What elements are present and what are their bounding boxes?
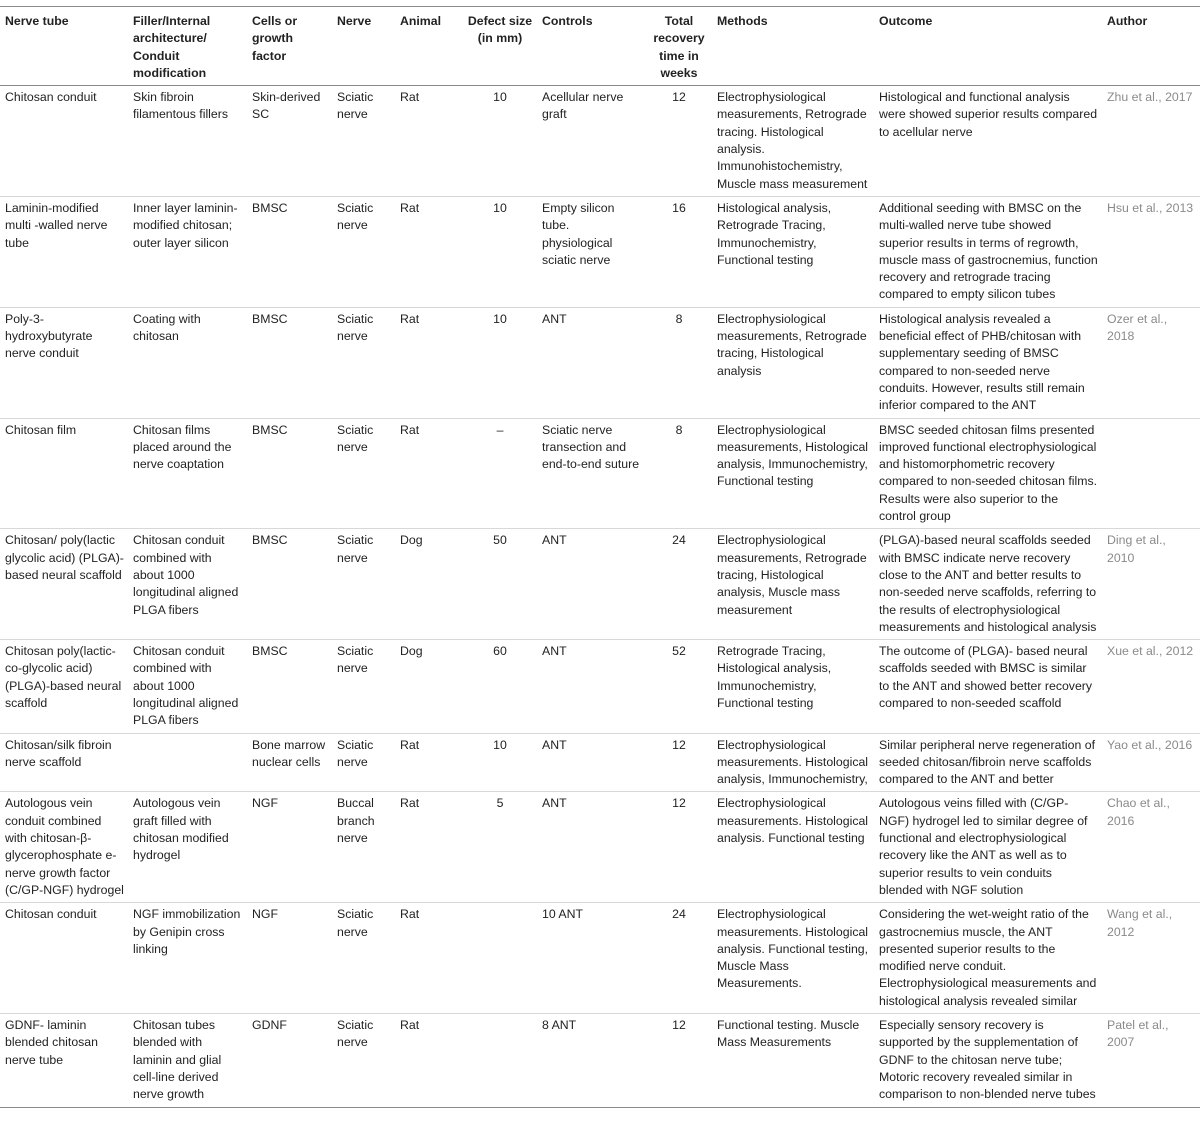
cell-animal: Rat [400, 907, 420, 922]
cell-filler: Chitosan tubes blended with laminin and glial cell-line derived nerve growth [133, 1018, 222, 1102]
header-filler: Filler/Internal architecture/ Conduit modification [133, 14, 211, 80]
header-animal: Animal [400, 14, 441, 28]
cell-nerve: Sciatic nerve [337, 533, 374, 565]
header-controls: Controls [542, 14, 593, 28]
cell-recovery-time: 24 [672, 533, 686, 548]
cell-recovery-time: 12 [672, 1018, 686, 1033]
table-row [0, 640, 1200, 733]
table-row [0, 903, 1200, 1014]
cell-filler [128, 733, 247, 792]
cell-recovery-time: 12 [672, 90, 686, 105]
cell-defect-size: 5 [496, 796, 504, 811]
cell-outcome: Histological analysis revealed a beneficial effect of PHB/chitosan with supplementary seeding of BMSC compared to non-seeded nerve conduits. However, results still remain inferior compared to the ANT [879, 311, 1085, 413]
cell-methods: Retrograde Tracing, Histological analysis, Immunochemistry, Functional testing [717, 644, 832, 710]
cell-controls: ANT [542, 311, 567, 326]
cell-methods: Functional testing. Muscle Mass Measurements [717, 1018, 860, 1050]
cell-outcome: Autologous veins filled with (C/GP-NGF) hydrogel led to similar degree of functional and electrophysiological recovery like the ANT as well as to superior results to vein conduits blended with NGF solution [879, 796, 1088, 897]
header-nerve: Nerve [337, 14, 372, 28]
table-row [0, 196, 1200, 307]
cell-methods: Electrophysiological measurements, Retrograde tracing. Histological analysis. Immunohistochemistry, Muscle mass measurement [717, 90, 868, 191]
cell-animal: Rat [400, 737, 420, 752]
header-defect-size: Defect size (in mm) [467, 14, 533, 46]
cell-animal: Rat [400, 796, 420, 811]
cell-recovery-time: 12 [672, 737, 686, 752]
cell-methods: Electrophysiological measurements. Histological analysis, Immunochemistry, [717, 737, 869, 787]
cell-controls: Sciatic nerve transection and end-to-end suture [542, 422, 640, 472]
cell-cells: NGF [252, 907, 278, 922]
cell-nerve-tube: Autologous vein conduit combined with chitosan-β-glycerophosphate e-nerve growth factor (C/GP-NGF) hydrogel [5, 796, 124, 897]
cell-nerve: Sciatic nerve [337, 311, 374, 344]
table-row [0, 792, 1200, 903]
cell-defect-size: 10 [493, 90, 507, 105]
cell-author: Hsu et al., 2013 [1107, 200, 1194, 215]
cell-nerve-tube: Laminin-modified multi -walled nerve tube [5, 200, 108, 250]
header-outcome: Outcome [879, 14, 933, 28]
header-cells: Cells or growth factor [252, 14, 298, 63]
cell-animal: Rat [400, 422, 420, 437]
cell-methods: Electrophysiological measurements. Histological analysis. Functional testing [717, 796, 869, 846]
cell-outcome: Histological and functional analysis were showed superior results compared to acellular nerve [879, 90, 1098, 139]
cell-author: Yao et al., 2016 [1107, 737, 1193, 752]
cell-animal: Rat [400, 311, 420, 326]
cell-outcome: The outcome of (PLGA)- based neural scaffolds seeded with BMSC is similar to the ANT and showed better recovery compared to non-seeded scaffold [879, 644, 1093, 710]
cell-controls: ANT [542, 644, 567, 659]
cell-outcome: Additional seeding with BMSC on the multi-walled nerve tube showed superior results in terms of regrowth, muscle mass of gastrocnemius, function recovery and retrograde tracing compared to empty silicon tubes [879, 200, 1098, 302]
cell-cells: Bone marrow nuclear cells [252, 737, 326, 769]
cell-filler: Chitosan conduit combined with about 1000 longitudinal aligned PLGA fibers [133, 533, 239, 617]
cell-cells: GDNF [252, 1018, 287, 1033]
header-author: Author [1107, 14, 1148, 28]
cell-nerve: Sciatic nerve [337, 644, 374, 676]
cell-nerve: Sciatic nerve [337, 422, 374, 454]
cell-recovery-time: 12 [672, 796, 686, 811]
cell-nerve: Sciatic nerve [337, 907, 374, 939]
cell-filler: Coating with chitosan [133, 311, 201, 344]
cell-author [1102, 418, 1200, 529]
cell-defect-size [462, 1014, 537, 1107]
cell-filler: Inner layer laminin-modified chitosan; outer layer silicon [133, 200, 238, 250]
cell-animal: Rat [400, 200, 420, 215]
cell-recovery-time: 8 [675, 422, 683, 437]
cell-nerve-tube: Chitosan conduit [5, 90, 97, 105]
cell-defect-size: 10 [493, 311, 507, 326]
table-body [0, 86, 1200, 1107]
cell-defect-size: 10 [493, 200, 507, 215]
study-table [0, 6, 1200, 1108]
cell-defect-size: 50 [493, 533, 507, 548]
cell-outcome: BMSC seeded chitosan films presented improved functional electrophysiological and histomorphometric recovery compared to non-seeded chitosan films. Results were also superior to the control group [879, 422, 1098, 524]
cell-author: Ding et al., 2010 [1107, 533, 1166, 565]
cell-controls: 10 ANT [542, 907, 584, 922]
cell-methods: Electrophysiological measurements. Histological analysis. Functional testing, Muscle Mass Measurements. [717, 907, 869, 991]
cell-nerve-tube: Poly-3-hydroxybutyrate nerve conduit [5, 311, 93, 361]
cell-author: Wang et al., 2012 [1107, 907, 1173, 939]
cell-nerve-tube: Chitosan/silk fibroin nerve scaffold [5, 737, 112, 769]
cell-methods: Histological analysis, Retrograde Tracing, Immunochemistry, Functional testing [717, 200, 832, 267]
header-methods: Methods [717, 14, 768, 28]
cell-cells: Skin-derived SC [252, 90, 321, 122]
cell-nerve-tube: GDNF- laminin blended chitosan nerve tube [5, 1018, 98, 1067]
cell-nerve: Sciatic nerve [337, 200, 374, 233]
cell-nerve-tube: Chitosan conduit [5, 907, 97, 922]
cell-outcome: Similar peripheral nerve regeneration of seeded chitosan/fibroin nerve scaffolds compared to the ANT and better [879, 737, 1095, 787]
cell-methods: Electrophysiological measurements, Retrograde tracing, Histological analysis [717, 311, 867, 378]
table-row [0, 418, 1200, 529]
cell-outcome: (PLGA)-based neural scaffolds seeded with BMSC indicate nerve recovery close to the ANT and better results to non-seeded nerve scaffolds, referring to the results of electrophysiological measurements and histological analysis [879, 533, 1097, 634]
cell-nerve: Buccal branch nerve [337, 796, 375, 846]
cell-cells: BMSC [252, 644, 288, 659]
cell-animal: Rat [400, 1018, 420, 1033]
cell-animal: Rat [400, 90, 420, 105]
cell-cells: BMSC [252, 422, 288, 437]
header-nerve-tube: Nerve tube [5, 14, 69, 28]
cell-filler: Chitosan conduit combined with about 1000 longitudinal aligned PLGA fibers [133, 644, 239, 728]
cell-nerve: Sciatic nerve [337, 737, 374, 769]
cell-cells: NGF [252, 796, 278, 811]
cell-controls: Empty silicon tube. physiological sciatic nerve [542, 200, 615, 267]
cell-methods: Electrophysiological measurements, Histological analysis, Immunochemistry, Functional testing [717, 422, 869, 489]
cell-defect-size: 60 [493, 644, 507, 659]
cell-controls: ANT [542, 533, 567, 548]
cell-controls: Acellular nerve graft [542, 90, 624, 122]
cell-controls: ANT [542, 737, 567, 752]
cell-nerve: Sciatic nerve [337, 90, 374, 122]
table-row [0, 86, 1200, 197]
cell-outcome: Especially sensory recovery is supported by the supplementation of GDNF to the chitosan nerve tube; Motoric recovery revealed similar in comparison to non-blended nerve tubes [879, 1018, 1096, 1102]
cell-author: Zhu et al., 2017 [1107, 90, 1193, 105]
cell-recovery-time: 16 [672, 200, 686, 215]
cell-filler: Autologous vein graft filled with chitosan modified hydrogel [133, 796, 229, 863]
cell-nerve-tube: Chitosan film [5, 422, 77, 437]
header-recovery-time: Total recovery time in weeks [653, 14, 705, 80]
cell-nerve: Sciatic nerve [337, 1018, 374, 1050]
table-row [0, 307, 1200, 418]
cell-controls: 8 ANT [542, 1018, 577, 1033]
table-row [0, 733, 1200, 792]
cell-cells: BMSC [252, 200, 288, 215]
cell-author: Patel et al., 2007 [1107, 1018, 1169, 1050]
cell-defect-size: 10 [493, 737, 507, 752]
cell-methods: Electrophysiological measurements, Retrograde tracing, Histological analysis, Muscle mass measurement [717, 533, 867, 617]
cell-filler: Chitosan films placed around the nerve coaptation [133, 422, 232, 472]
cell-author: Xue et al., 2012 [1107, 644, 1194, 659]
cell-filler: Skin fibroin filamentous fillers [133, 90, 228, 122]
cell-filler: NGF immobilization by Genipin cross linking [133, 907, 241, 956]
cell-defect-size: – [496, 422, 504, 437]
cell-animal: Dog [400, 644, 423, 659]
cell-cells: BMSC [252, 311, 288, 326]
cell-controls: ANT [542, 796, 567, 811]
cell-recovery-time: 52 [672, 644, 686, 659]
table-row [0, 1014, 1200, 1107]
header-row [0, 7, 1200, 86]
cell-recovery-time: 24 [672, 907, 686, 922]
cell-nerve-tube: Chitosan/ poly(lactic glycolic acid) (PLGA)-based neural scaffold [5, 533, 124, 582]
cell-nerve-tube: Chitosan poly(lactic-co-glycolic acid) (PLGA)-based neural scaffold [5, 644, 122, 710]
cell-animal: Dog [400, 533, 423, 548]
cell-author: Ozer et al., 2018 [1107, 311, 1168, 344]
cell-defect-size [462, 903, 537, 1014]
table-row [0, 529, 1200, 640]
cell-recovery-time: 8 [675, 311, 683, 326]
cell-outcome: Considering the wet-weight ratio of the gastrocnemius muscle, the ANT presented superior results to the modified nerve conduit. Electrophysiological measurements and histological analysis revealed similar [879, 907, 1097, 1008]
cell-cells: BMSC [252, 533, 288, 548]
cell-author: Chao et al., 2016 [1107, 796, 1170, 828]
